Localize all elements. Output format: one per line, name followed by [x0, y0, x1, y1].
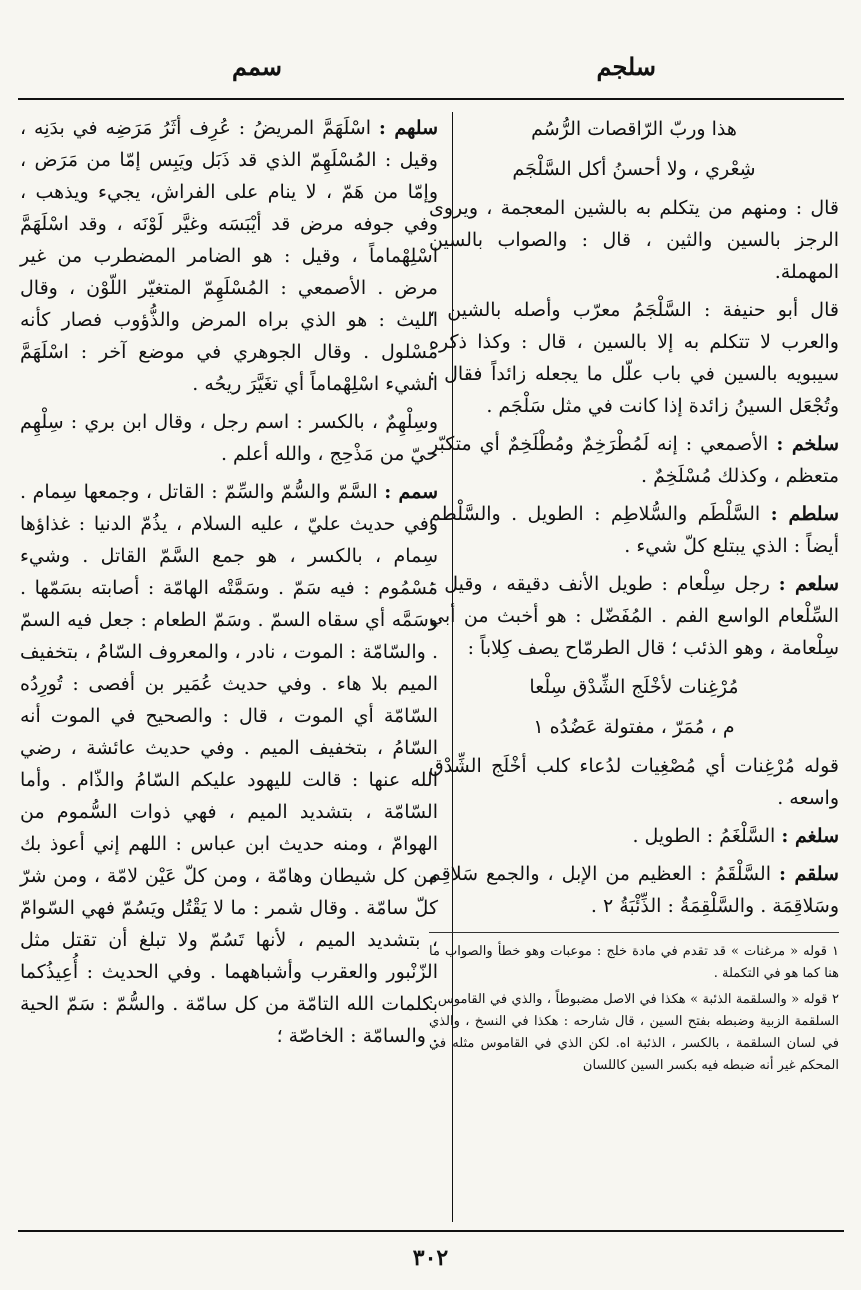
header-rule	[18, 98, 844, 100]
paragraph: قوله مُرْغِنات أي مُصْغِيات لدُعاء كلب أخْلَج الشِّدْق واسعه .	[429, 755, 839, 809]
entry-headword: سلغم :	[781, 825, 839, 847]
footnote: ٢ قوله « والسلقمة الذئبة » هكذا في الاصل مضبوطاً ، والذي في القاموس : السلقمة الزبية وضبطه بفتح السين ، قال شارحه : هكذا في النسخ ، والذي في لسان السلقمة ، بالكسر ، الذئبة اه. لكن الذي في القاموس مثله في المحكم غير أنه ضبطه فيه بكسر السين كاللسان	[429, 992, 839, 1073]
entry-headword: سلخم :	[776, 433, 839, 455]
footnote: ١ قوله « مرغنات » قد تقدم في مادة خلج : موعبات وهو خطأ والصواب ما هنا كما هو في التكملة .	[429, 944, 839, 981]
entry-salghum	[429, 820, 839, 852]
verse-line: مُرْغِنات لأخْلَج الشِّدْق سِلْعا	[529, 676, 739, 698]
entry-text: السَّمّ والسُّمّ والسِّمّ : القاتل ، وجمعها سِمام . وفي حديث عليّ ، عليه السلام ، يذُمّ الدنيا : غذاؤها سِمام ، بالكسر ، هو جمع السَّمّ القاتل . وشيء مَسْمُوم : فيه سَمّ . وسَمَّتْه الهامّة : أصابته بسَمّها . وسَمَّه أي سقاه السمّ . وسَمّ الطعام : جعل فيه السمّ . والسّامّة : الموت ، نادر ، والمعروف السّامُ ، بتخفيف الميم بلا هاء . وفي حديث عُمَير بن أفصى : تُورِدُه السّامّة أي الموت ، قال : والصحيح في الموت أنه السّامُ ، بتخفيف الميم . وفي حديث عائشة ، رضي الله عنها : قالت لليهود عليكم السّامُ والذّام . وأما السّامّة ، بتشديد الميم ، فهي ذوات السُّموم من الهوامّ ، ومنه حديث ابن عباس : اللهم إني أعوذ بك من كل شيطان وهامّة ، ومن كلّ عَيْن لامّة ، ومن شرّ كلّ سامّة . وقال شمر : ما لا يَقْتُل ويَسُمّ فهي السّوامّ ، بتشديد الميم ، لأنها تَسُمّ ولا تبلغ أن تقتل مثل الزّنْبور والعقرب وأشباههما . وفي الحديث : أُعِيذُكما بكلمات الله التامّة من كل سامّة . والسُّمّ : سَمّ الحية . والسامّة : الخاصّة ؛	[20, 481, 438, 1047]
paragraph: قال أبو حنيفة : السَّلْجَمُ معرّب وأصله بالشين ، والعرب لا تتكلم به إلا بالسين ، قال : وكذا ذكره سيبويه بالسين في باب علّل ما يجعله زائداً فقال : وتُجْعَل السينُ زائدة إذا كانت في مثل سَلْجَم .	[429, 299, 839, 417]
entry-headword: سمم :	[384, 481, 438, 503]
entry-headword: سلطم :	[770, 503, 839, 525]
entry-headword: سلقم :	[778, 863, 839, 885]
entry-headword: سلهم :	[378, 117, 438, 139]
page-number: ٣٠٢	[412, 1245, 449, 1271]
entry-text: السَّلْغَمُ : الطويل .	[632, 825, 776, 847]
entry-salam	[429, 568, 839, 664]
right-column	[429, 112, 839, 1081]
entry-samam	[20, 476, 438, 1052]
footnote-rule	[429, 932, 839, 933]
entry-text: اسْلَهَمَّ المريضُ : عُرِف أثَرُ مَرَضِه في بدَنِه ، وقيل : المُسْلَهِمّ الذي قد ذَبَل ويَبِس إمّا من مَرَض ، وإمّا من هَمّ ، لا ينام على الفراش، يجيء ويذهب ، وفي جوفه مرض قد أيْبَسَه وغيَّر لَوْنَه ، وقد اسْلَهَمَّ اسْلِهْماماً ، وقيل : هو الضامر المضطرب من غير مرض . الأصمعي : المُسْلَهِمّ المتغيّر اللّوْن ، وقال الليث : هو الذي براه المرض والذُّؤوب فصار كأنه مَسْلول . وقال الجوهري في موضع آخر : اسْلَهَمَّ الشيء اسْلِهْماماً أي تغَيَّرَ ريحُه .	[20, 117, 438, 395]
entry-text: الأصمعي : إنه لَمُطْرَخِمٌ ومُطْلَخِمٌ أي متكبّر متعظم ، وكذلك مُسْلَخِمٌ .	[429, 433, 839, 487]
paragraph: وسِلْهِمٌ ، بالكسر : اسم رجل ، وقال ابن بري : سِلْهِم حيّ من مَذْحِج ، والله أعلم .	[20, 411, 438, 465]
verse-line: هذا وربّ الرّاقصات الرُّسُم	[531, 118, 737, 140]
entry-text: السَّلْقَمُ : العظيم من الإبل ، والجمع سَلاقِم وسَلاقِمَة . والسَّلْقِمَةُ : الذِّئْبَةُ ٢ .	[429, 863, 839, 917]
entry-saltam	[429, 498, 839, 562]
entry-headword: سلعم :	[778, 573, 839, 595]
entry-text: السَّلْطَم والسُّلاطِم : الطويل . والسَّلْطم أيضاً : الذي يبتلع كلّ شيء .	[429, 503, 839, 557]
right-column-headword: سلجم	[596, 52, 656, 81]
paragraph: قال : ومنهم من يتكلم به بالشين المعجمة ، ويروى الرجز بالسين والثين ، قال : والصواب بالسين المهملة.	[429, 197, 839, 283]
entry-salkham	[429, 428, 839, 492]
entry-salham	[20, 112, 438, 400]
left-column-headword: سمم	[232, 52, 282, 81]
verse-line: شِعْري ، ولا أحسنُ أكل السَّلْجَم	[512, 158, 756, 180]
entry-salqam	[429, 858, 839, 922]
verse-line: م ، مُمَرّ ، مفتولة عَضُدُه ١	[533, 716, 735, 738]
entry-text: رجل سِلْعام : طويل الأنف دقيقه ، وقيل : السِّلْعام الواسع الفم . المُفَضّل : هو أخبث من أبي سِلْعامة ، وهو الذئب ؛ قال الطرمّاح يصف كِلاباً :	[429, 573, 839, 659]
footer-rule	[18, 1230, 844, 1232]
left-column	[20, 112, 438, 1058]
